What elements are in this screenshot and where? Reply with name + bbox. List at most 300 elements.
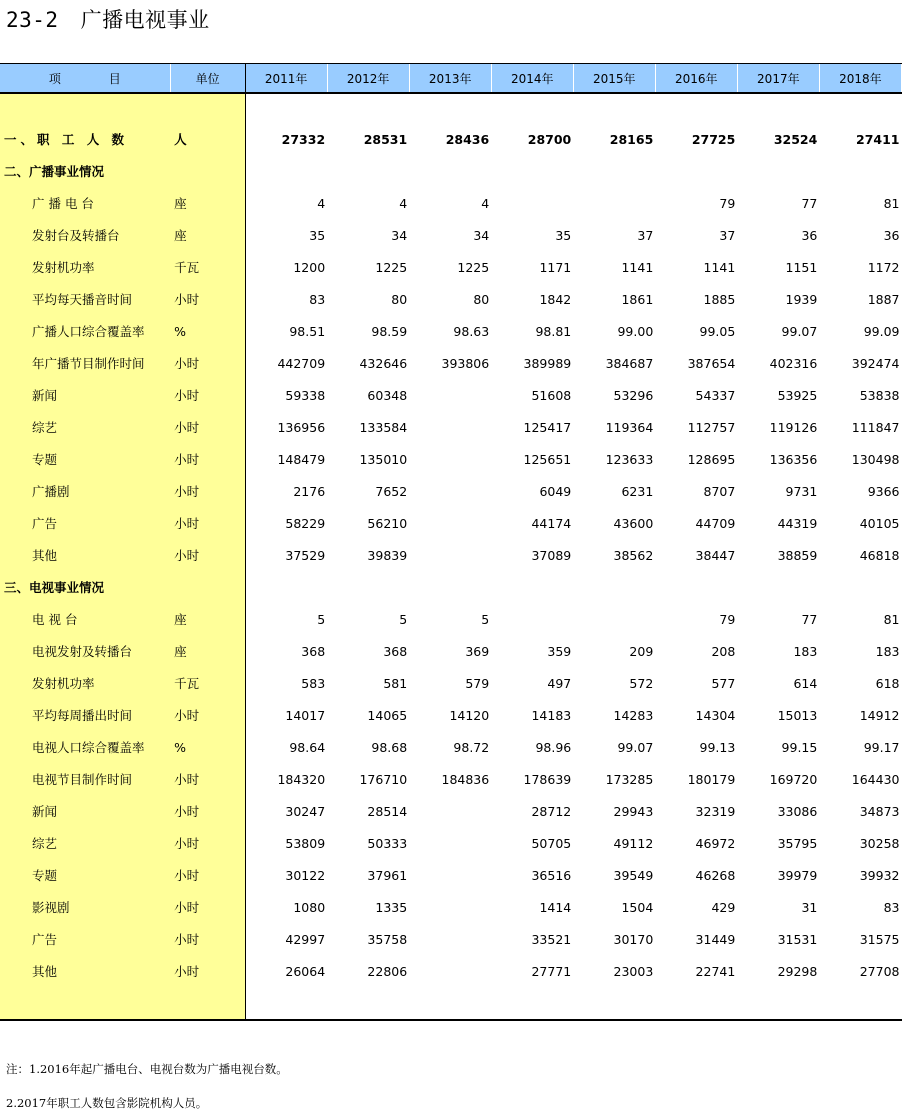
value-cell: 31575 [859,931,900,947]
value-cell: 99.09 [863,323,900,339]
header-year-1: 2012年 [327,63,409,93]
value-cell: 36 [883,227,900,243]
value-cell: 133584 [359,419,408,435]
header-rule [0,92,902,94]
column-divider [245,63,246,1021]
table-row [0,603,902,635]
value-cell: 46972 [695,835,736,851]
value-cell: 1141 [621,259,654,275]
table-row [0,763,902,795]
value-cell: 35 [555,227,572,243]
value-cell: 28436 [445,131,490,147]
value-cell: 4 [481,195,490,211]
value-cell [409,539,491,571]
value-cell: 28712 [531,803,572,819]
value-cell [409,379,491,411]
value-cell: 39839 [367,547,408,563]
value-cell: 99.05 [699,323,736,339]
value-cell: 6231 [621,483,654,499]
value-cell: 22806 [367,963,408,979]
value-cell: 572 [629,675,654,691]
table-row [0,443,902,475]
value-cell: 79 [719,195,736,211]
row-label: 综艺 [32,420,58,435]
value-cell: 40105 [859,515,900,531]
value-cell: 28531 [363,131,408,147]
header-year-5: 2016年 [655,63,737,93]
value-cell: 32524 [773,131,818,147]
row-unit: 千瓦 [174,676,200,691]
value-cell [491,155,573,187]
value-cell: 58229 [285,515,326,531]
value-cell: 583 [301,675,326,691]
row-label: 专题 [32,868,58,883]
value-cell: 184320 [277,771,326,787]
table-header-row [0,63,902,93]
note-1: 注：1.2016年起广播电台、电视台数为广播电视台数。 [6,1062,288,1076]
value-cell: 46268 [695,867,736,883]
value-cell: 43600 [613,515,654,531]
row-label: 发射机功率 [32,260,95,275]
row-label: 平均每天播音时间 [32,292,133,307]
value-cell: 579 [465,675,490,691]
value-cell: 37 [637,227,654,243]
value-cell [409,155,491,187]
value-cell: 22741 [695,963,736,979]
value-cell: 38447 [695,547,736,563]
value-cell: 30122 [285,867,326,883]
value-cell [409,443,491,475]
value-cell: 176710 [359,771,408,787]
table-row [0,347,902,379]
row-label: 影视剧 [32,900,70,915]
value-cell: 23003 [613,963,654,979]
value-cell: 392474 [851,355,900,371]
value-cell: 9366 [867,483,900,499]
value-cell: 98.63 [453,323,490,339]
value-cell: 30170 [613,931,654,947]
value-cell: 54337 [695,387,736,403]
table-row [0,123,902,155]
value-cell: 1335 [375,899,408,915]
value-cell: 31449 [695,931,736,947]
statistics-table-area [0,63,902,1023]
value-cell: 614 [793,675,818,691]
page-title [6,4,210,34]
value-cell [819,155,901,187]
table-row [0,411,902,443]
value-cell: 50705 [531,835,572,851]
value-cell: 14183 [531,707,572,723]
value-cell: 27771 [531,963,572,979]
value-cell: 14065 [367,707,408,723]
value-cell: 53838 [859,387,900,403]
value-cell: 29298 [777,963,818,979]
value-cell: 169720 [769,771,818,787]
value-cell: 359 [547,643,572,659]
row-unit: 小时 [174,900,200,915]
value-cell [737,155,819,187]
row-unit: 小时 [174,932,200,947]
table-row [0,859,902,891]
value-cell: 402316 [769,355,818,371]
row-label: 专题 [32,452,58,467]
value-cell: 38859 [777,547,818,563]
value-cell: 36516 [531,867,572,883]
value-cell: 4 [317,195,326,211]
row-unit: 小时 [174,388,200,403]
value-cell: 119126 [769,419,818,435]
value-cell [573,571,655,603]
value-cell: 1885 [703,291,736,307]
value-cell: 1887 [867,291,900,307]
row-unit: 座 [174,612,187,627]
value-cell: 34 [473,227,490,243]
value-cell: 442709 [277,355,326,371]
value-cell [491,603,573,635]
value-cell: 39932 [859,867,900,883]
value-cell: 32319 [695,803,736,819]
value-cell: 38562 [613,547,654,563]
value-cell [245,155,327,187]
row-unit: 小时 [174,292,200,307]
value-cell [737,571,819,603]
value-cell: 46818 [859,547,900,563]
value-cell [409,795,491,827]
table-row [0,315,902,347]
table-row [0,251,902,283]
value-cell [409,507,491,539]
value-cell: 51608 [531,387,572,403]
value-cell [409,955,491,987]
value-cell: 79 [719,611,736,627]
value-cell [409,827,491,859]
spacer-row [0,93,902,123]
table-row [0,795,902,827]
table-row [0,219,902,251]
table-row [0,955,902,987]
value-cell [327,571,409,603]
value-cell: 14017 [285,707,326,723]
table-row [0,635,902,667]
row-label: 平均每周播出时间 [32,708,133,723]
table-row [0,187,902,219]
value-cell: 33521 [531,931,572,947]
row-unit: 小时 [174,964,200,979]
row-unit: 座 [174,228,187,243]
row-unit: 小时 [174,836,200,851]
value-cell: 1225 [457,259,490,275]
table-row [0,667,902,699]
value-cell [327,155,409,187]
value-cell: 98.51 [289,323,326,339]
value-cell: 27725 [691,131,736,147]
table-row [0,699,902,731]
value-cell: 99.07 [617,739,654,755]
section-label: 三、电视事业情况 [4,580,105,595]
value-cell: 29943 [613,803,654,819]
row-label: 综艺 [32,836,58,851]
row-label: 广告 [32,516,58,531]
value-cell: 130498 [851,451,900,467]
value-cell: 30247 [285,803,326,819]
row-unit: 小时 [174,356,200,371]
value-cell [409,891,491,923]
row-unit: 座 [174,644,187,659]
row-unit: % [174,739,186,755]
value-cell: 28700 [527,131,572,147]
value-cell: 618 [875,675,900,691]
value-cell: 125417 [523,419,572,435]
value-cell: 37961 [367,867,408,883]
section-row [0,571,902,603]
value-cell: 53925 [777,387,818,403]
value-cell: 183 [875,643,900,659]
row-unit [170,571,245,603]
value-cell: 429 [711,899,736,915]
value-cell: 15013 [777,707,818,723]
table-row [0,283,902,315]
value-cell: 5 [481,611,490,627]
value-cell: 35 [309,227,326,243]
header-year-3: 2014年 [491,63,573,93]
value-cell: 98.68 [371,739,408,755]
value-cell: 26064 [285,963,326,979]
row-label: 广播剧 [32,484,70,499]
value-cell: 49112 [613,835,654,851]
row-unit: 小时 [174,548,200,563]
value-cell: 173285 [605,771,654,787]
note-2: 2.2017年职工人数包含影院机构人员。 [6,1096,208,1110]
header-year-0: 2011年 [245,63,327,93]
value-cell: 369 [465,643,490,659]
value-cell [655,155,737,187]
value-cell: 98.81 [535,323,572,339]
row-label: 一、职 工 人 数 [4,132,129,147]
value-cell: 4 [399,195,408,211]
value-cell: 1171 [539,259,572,275]
value-cell: 1842 [539,291,572,307]
row-label: 新闻 [32,388,58,403]
value-cell [491,571,573,603]
value-cell: 37089 [531,547,572,563]
table-number: 23-2 [6,8,59,32]
value-cell: 577 [711,675,736,691]
value-cell: 53296 [613,387,654,403]
value-cell [819,571,901,603]
row-unit: 座 [174,196,187,211]
value-cell: 98.96 [535,739,572,755]
row-unit: 千瓦 [174,260,200,275]
value-cell: 5 [399,611,408,627]
value-cell: 136356 [769,451,818,467]
value-cell: 14120 [449,707,490,723]
value-cell: 183 [793,643,818,659]
row-unit [170,155,245,187]
value-cell: 35795 [777,835,818,851]
value-cell: 14912 [859,707,900,723]
value-cell: 30258 [859,835,900,851]
value-cell: 42997 [285,931,326,947]
table-row [0,731,902,763]
value-cell: 44709 [695,515,736,531]
row-label: 电 视 台 [32,612,78,627]
row-label: 电视节目制作时间 [32,772,133,787]
value-cell: 148479 [277,451,326,467]
value-cell [409,859,491,891]
row-label: 广 播 电 台 [32,196,94,211]
value-cell: 1225 [375,259,408,275]
row-label: 发射台及转播台 [32,228,120,243]
value-cell: 1151 [785,259,818,275]
value-cell: 39979 [777,867,818,883]
value-cell: 35758 [367,931,408,947]
value-cell: 83 [883,899,900,915]
value-cell: 135010 [359,451,408,467]
row-label: 电视人口综合覆盖率 [32,740,145,755]
value-cell: 1939 [785,291,818,307]
value-cell: 7652 [375,483,408,499]
value-cell: 1141 [703,259,736,275]
value-cell: 81 [883,611,900,627]
value-cell [573,603,655,635]
section-row [0,155,902,187]
value-cell: 2176 [293,483,326,499]
value-cell: 1861 [621,291,654,307]
table-row [0,379,902,411]
table-top-rule [0,63,902,64]
table-body [0,93,902,987]
value-cell: 8707 [703,483,736,499]
table-row [0,923,902,955]
row-label: 发射机功率 [32,676,95,691]
row-label: 广播人口综合覆盖率 [32,324,145,339]
value-cell: 60348 [367,387,408,403]
value-cell: 14304 [695,707,736,723]
value-cell: 125651 [523,451,572,467]
value-cell: 123633 [605,451,654,467]
value-cell: 99.00 [617,323,654,339]
row-unit: 小时 [174,868,200,883]
row-unit: 小时 [174,804,200,819]
value-cell: 34873 [859,803,900,819]
value-cell: 44174 [531,515,572,531]
value-cell: 368 [301,643,326,659]
value-cell [573,155,655,187]
value-cell: 180179 [687,771,736,787]
value-cell: 77 [801,611,818,627]
value-cell: 98.59 [371,323,408,339]
table-bottom-rule [0,1019,902,1021]
header-year-4: 2015年 [573,63,655,93]
value-cell: 39549 [613,867,654,883]
value-cell: 111847 [851,419,900,435]
value-cell: 128695 [687,451,736,467]
value-cell: 9731 [785,483,818,499]
row-label: 其他 [32,548,58,563]
row-unit: 小时 [174,484,200,499]
value-cell: 81 [883,195,900,211]
value-cell: 432646 [359,355,408,371]
value-cell [245,571,327,603]
value-cell: 31 [801,899,818,915]
row-label: 年广播节目制作时间 [32,356,145,371]
spacer-cell [0,93,902,123]
value-cell: 178639 [523,771,572,787]
value-cell: 387654 [687,355,736,371]
value-cell [573,187,655,219]
row-unit: 人 [174,132,187,147]
row-unit: 小时 [174,772,200,787]
value-cell: 6049 [539,483,572,499]
table-row [0,827,902,859]
value-cell: 44319 [777,515,818,531]
value-cell: 98.64 [289,739,326,755]
value-cell: 208 [711,643,736,659]
value-cell [655,571,737,603]
table-row [0,507,902,539]
value-cell: 53809 [285,835,326,851]
value-cell: 36 [801,227,818,243]
value-cell: 83 [309,291,326,307]
table-title: 广播电视事业 [80,8,210,32]
value-cell: 27411 [856,131,900,147]
broadcast-tv-table [0,63,902,987]
row-unit: 小时 [174,516,200,531]
header-year-7: 2018年 [819,63,901,93]
row-unit: % [174,323,186,339]
value-cell: 28514 [367,803,408,819]
value-cell: 1200 [293,259,326,275]
table-row [0,475,902,507]
row-label: 广告 [32,932,58,947]
value-cell: 59338 [285,387,326,403]
value-cell: 80 [391,291,408,307]
value-cell [491,187,573,219]
value-cell: 33086 [777,803,818,819]
header-year-6: 2017年 [737,63,819,93]
row-unit: 小时 [174,420,200,435]
table-row [0,539,902,571]
header-year-2: 2013年 [409,63,491,93]
value-cell: 1080 [293,899,326,915]
value-cell: 1504 [621,899,654,915]
row-label: 新闻 [32,804,58,819]
value-cell: 98.72 [453,739,490,755]
value-cell: 99.07 [781,323,818,339]
value-cell: 5 [317,611,326,627]
value-cell: 581 [383,675,408,691]
value-cell: 389989 [523,355,572,371]
value-cell: 27708 [859,963,900,979]
value-cell: 99.13 [699,739,736,755]
value-cell: 393806 [441,355,490,371]
value-cell: 209 [629,643,654,659]
value-cell: 119364 [605,419,654,435]
value-cell: 37529 [285,547,326,563]
value-cell: 99.17 [863,739,900,755]
value-cell: 80 [473,291,490,307]
value-cell: 27332 [281,131,326,147]
value-cell: 1172 [867,259,900,275]
value-cell: 497 [547,675,572,691]
table-row [0,891,902,923]
value-cell: 34 [391,227,408,243]
value-cell: 164430 [851,771,900,787]
value-cell [409,475,491,507]
value-cell: 56210 [367,515,408,531]
value-cell: 99.15 [781,739,818,755]
